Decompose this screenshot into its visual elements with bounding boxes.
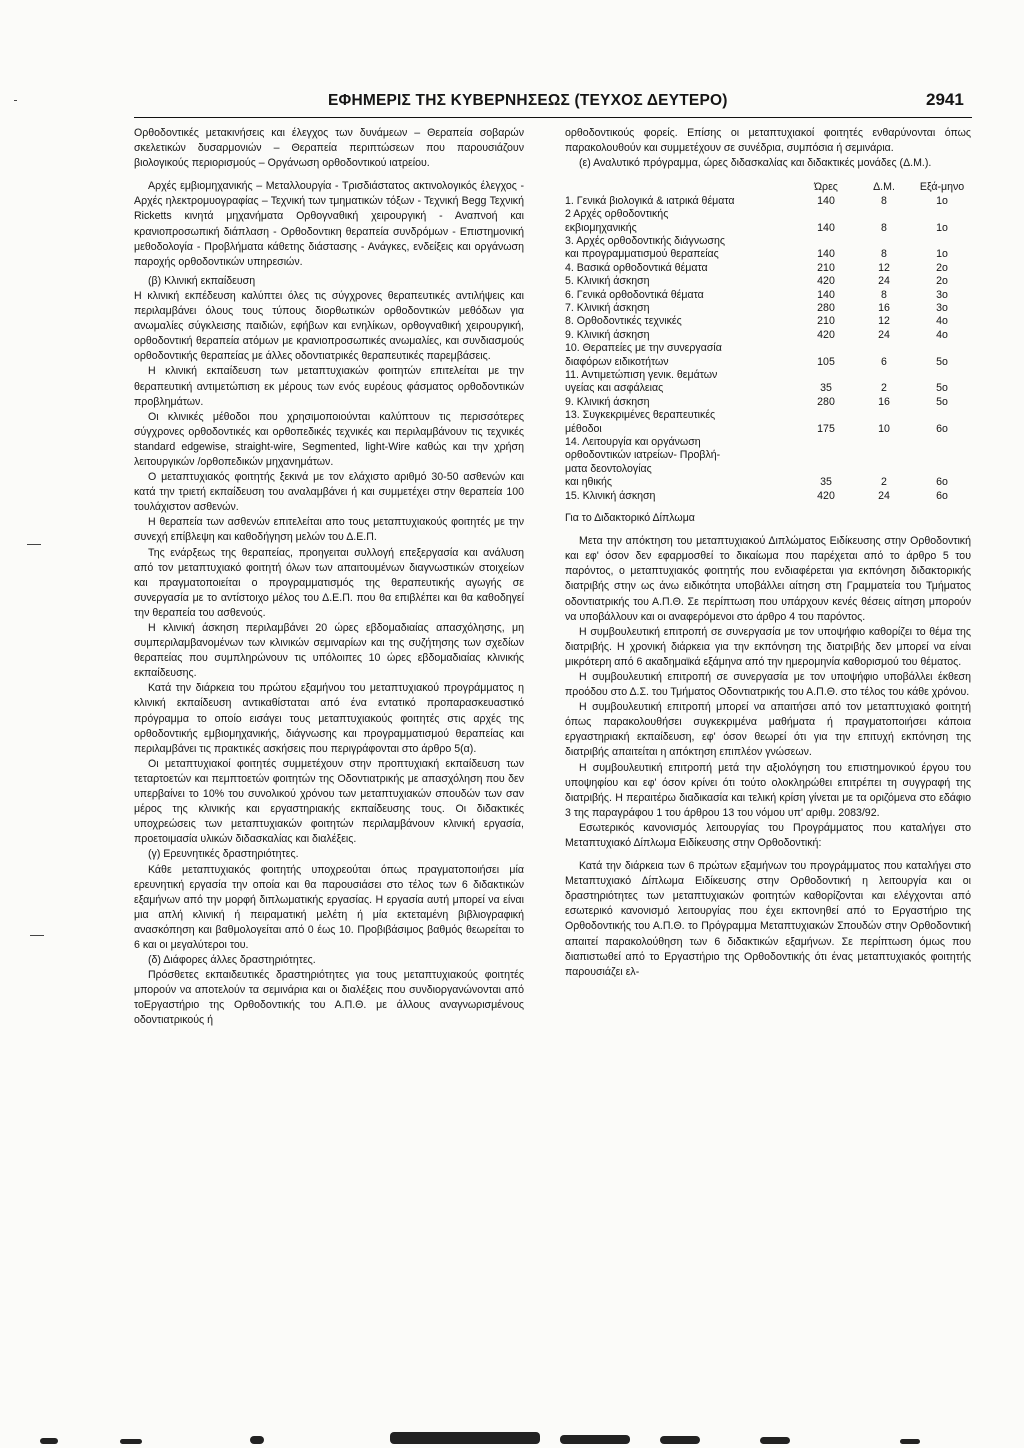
course-hours: 210 — [817, 315, 835, 328]
course-title — [565, 436, 797, 490]
paragraph: Ορθοδοντικές μετακινήσεις και έλεγχος των δυνάμεων – Θεραπεία σοβαρών σκελετικών δυσαρμονιών – Θεραπεία περιπτώσεων που παρουσιάζουν βιολογικούς περιορισμούς – Οργάνωση ορθοδοντικού ιατρείου. — [134, 127, 524, 170]
course-semester: 1o — [936, 248, 948, 261]
course-title-line: 14. Λειτουργία και οργάνωση — [565, 436, 701, 448]
course-units: 8 — [881, 288, 887, 301]
course-title-line: 15. Κλινική άσκηση — [565, 489, 656, 502]
course-hours: 280 — [817, 395, 835, 408]
course-title-line: 3. Αρχές ορθοδοντικής διάγνωσης — [565, 234, 725, 247]
course-title-line: 1. Γενικά βιολογικά & ιατρικά θέματα — [565, 194, 735, 207]
table-row — [565, 289, 971, 302]
course-units: 24 — [878, 328, 890, 341]
paragraph: (β) Κλινική εκπαίδευση — [148, 274, 256, 287]
course-semester: 5o — [936, 355, 948, 368]
paragraph: Της ενάρξεως της θεραπείας, προηγειται συλλογή επεξεργασία και ανάλυση από τον μεταπτυχιακό φοιτητή όλων των απαιτουμένων διαγνωστικών στοιχείων και πραγματοποιείται ο προγραμματισμός της θεραπευτικής αγωγής σε συνεργασία με το αντίστοιχο μέλος του Δ.Ε.Π. που θα επιβλέπει και θα καθοδηγεί την θεραπεία του ασθενούς. — [134, 546, 524, 619]
course-title — [565, 329, 797, 342]
table-row — [565, 262, 971, 275]
course-units: 2 — [881, 382, 887, 395]
table-row — [565, 369, 971, 396]
syllabus-table — [565, 181, 971, 503]
paragraph: Η κλινική εκπέδευση καλύπτει όλες τις σύγχρονες θεραπευτικές αντιλήψεις και περιλαμβάνει όλους τους τύπους διορθωτικών ορθοδοντικών μεθόδων για ανωμαλίες σύγκλεισης παιδιών, εφήβων και ενηλίκων, ορθογναθική χειρουργική, ορθοδοντική θεραπεία ατόμων με κρανιοπροσωπικές ανωμαλίες, και συνδιασμούς ορθοδοντικής θεραπείας με άλλες οδοντιατρικές θεραπευτικές παρεμβάσεις. — [134, 289, 524, 363]
scan-smudge — [390, 1432, 540, 1444]
course-title — [565, 195, 797, 208]
paragraph: (δ) Διάφορες άλλες δραστηριότητες. — [148, 954, 316, 967]
course-title-line: 4. Βασικά ορθοδοντικά θέματα — [565, 261, 708, 274]
margin-mark — [14, 100, 17, 101]
paragraph: Ο μεταπτυχιακός φοιτητής ξεκινά με τον ελάχιστο αριθμό 30-50 ασθενών και κατά την τριετή εκπαίδευση του αναλαμβάνει ή και συμμετέχει στην θεραπεία 100 τουλάχιστον ασθενών. — [134, 471, 524, 514]
course-hours: 280 — [817, 301, 835, 314]
course-units: 24 — [878, 275, 890, 288]
course-title — [565, 275, 797, 288]
scan-smudge — [560, 1435, 630, 1444]
course-title — [565, 315, 797, 328]
table-row — [565, 275, 971, 288]
course-title-line: υγείας και ασφάλειας — [565, 382, 664, 395]
course-title-line: μέθοδοι — [565, 422, 602, 435]
course-units: 8 — [881, 221, 887, 234]
paragraph: Οι μεταπτυχιακοί φοιτητές συμμετέχουν στην προπτυχιακή εκπαίδευση των τεταρτοετών και πεμπτοετών φοιτητών της Οδοντιατρικής με απασχόληση που δεν υπερβαίνει το 10% του συνολικού χρόνου των μεταπτυχιακών σπουδών των σαν μέρος της κλινικής και εργαστηριακής εκπαίδευσης τους. Οι διδακτικές υποχρεώσεις των μεταπτυχιακών φοιτητών περιλαμβάνουν κλινική εργασία, προετοιμασία υλικών διδασκαλίας και διαλέξεις. — [134, 757, 524, 846]
paragraph: Οι κλινικές μέθοδοι που χρησιμοποιούνται καλύπτουν τις περισσότερες σύγχρονες ορθοδοντικές και ορθοπεδικές τεχνικές και περιλαμβάνουν τις τεχνικές standard edgewise, straight-wire, Segmented, light-Wire καθώς και την χρήση λειτουργικών /ορθοπεδικών μηχανημάτων. — [134, 410, 524, 468]
course-units: 16 — [878, 301, 890, 314]
course-hours: 140 — [817, 288, 835, 301]
course-hours: 35 — [820, 382, 832, 395]
course-title-line: 7. Κλινική άσκηση — [565, 301, 650, 314]
course-units: 12 — [878, 315, 890, 328]
course-semester: 1o — [936, 221, 948, 234]
course-title — [565, 208, 797, 235]
table-row — [565, 195, 971, 208]
scan-smudge — [250, 1436, 264, 1444]
table-row — [565, 490, 971, 503]
course-units: 8 — [881, 194, 887, 207]
table-row — [565, 396, 971, 409]
paragraph: Κάθε μεταπτυχιακός φοιτητής υποχρεούται όπως πραγματοποιήσει μία ερευνητική εργασία την οποία και θα παρουσιάσει στο τέλος των 6 διδακτικών εξαμήνων από την μορφή διπλωματικής εργασίας. Η εργασία αυτή μπορεί να είναι μια απλή κλινική ή πειραματική μελέτη ή μία εκτεταμένη βιβλιογραφική ανασκόπηση και βαθμολογείται από 0 έως 10. Προβιβάσιμος βαθμός θεωρείται το 6 και οι μεγαλύτεροι του. — [134, 863, 524, 951]
scan-smudge — [120, 1439, 142, 1444]
course-title-line: 11. Αντιμετώπιση γενικ. θεμάτων — [565, 368, 718, 381]
table-row — [565, 302, 971, 315]
course-title-line: και ηθικής — [565, 476, 613, 489]
course-hours: 175 — [817, 422, 835, 435]
scan-smudge — [660, 1436, 700, 1444]
course-title-line: 9. Κλινική άσκηση — [565, 395, 650, 408]
course-semester: 6o — [936, 422, 948, 435]
paragraph: ορθοδοντικούς φορείς. Επίσης οι μεταπτυχιακοί φοιτητές ενθαρύνονται όπως παρακολουθούν και συμμετέχουν σε συνέδρια, συμπόσια ή σεμινάρια. — [565, 127, 971, 155]
course-title — [565, 369, 797, 396]
course-units: 24 — [878, 489, 890, 502]
course-semester: 2o — [936, 261, 948, 274]
course-title-line: εκβιομηχανικής — [565, 221, 637, 234]
course-title-line: ματα δεοντολογίας — [565, 462, 652, 475]
course-semester: 3o — [936, 301, 948, 314]
course-title — [565, 342, 797, 369]
course-semester: 3o — [936, 288, 948, 301]
course-title — [565, 490, 797, 503]
course-title-line: 5. Κλινική άσκηση — [565, 275, 650, 288]
course-title-line: ορθοδοντικών ιατρείων- Προβλή- — [565, 449, 721, 462]
paragraph: Η συμβουλευτική επιτροπή σε συνεργασία με τον υποψήφιο καθορίζει το θέμα της διατριβής. Η χρονική διάρκεια για την εκπόνηση της διατριβής δεν μπορεί να είναι μικρότερη από 6 ακαδημαϊκά εξάμηνα από την ημερομηνία καθορισμού του θέματος. — [565, 625, 971, 668]
course-hours: 105 — [817, 355, 835, 368]
course-title-line: 10. Θεραπείες με την συνεργασία — [565, 342, 722, 355]
course-title-line: 6. Γενικά ορθοδοντικά θέματα — [565, 288, 704, 301]
course-units: 6 — [881, 355, 887, 368]
paragraph: Αρχές εμβιομηχανικής – Μεταλλουργία - Τρισδιάστατος ακτινολογικός έλεγχος - Αρχές ηλεκτρομυογραφίας – Τεχνική των τμηματικών τόξων - Τεχνική Begg Τεχνική Ricketts κινητά μηχανήματα Ορθογναθική χειρουργική - Αναπνοή και κρανιοπροσωπική διάπλαση - Ορθοδοντικη θεραπεία συνδρόμων - Επιστημονική μεθοδολογία - Προβλήματα κάθετης διάστασης - Ανάγκες, ενδείξεις και οργάνωση παροχής ορθοδοντικών υπηρεσιών. — [134, 180, 524, 268]
course-units: 10 — [878, 422, 890, 435]
course-title-line: 9. Κλινική άσκηση — [565, 328, 650, 341]
right-column-intro — [565, 126, 971, 171]
page-number: 2941 — [926, 90, 964, 109]
right-column — [565, 126, 971, 980]
paragraph: Εσωτερικός κανονισμός λειτουργίας του Προγράμματος που καταλήγει στο Μεταπτυχιακό Δίπλωμα Ειδίκευσης στην Ορθοδοντική: — [565, 821, 971, 849]
right-column-main — [565, 511, 971, 980]
table-header-semester: Εξά-μηνο — [919, 181, 965, 194]
course-semester: 1o — [936, 194, 948, 207]
scan-smudge — [900, 1439, 920, 1444]
scan-smudge — [760, 1437, 790, 1444]
course-hours: 35 — [820, 476, 832, 489]
table-row — [565, 315, 971, 328]
paragraph: (ε) Αναλυτικό πρόγραμμα, ώρες διδασκαλίας και διδακτικές μονάδες (Δ.Μ.). — [579, 157, 932, 170]
margin-mark — [30, 935, 44, 936]
paragraph: Για το Διδακτορικό Δίπλωμα — [565, 512, 695, 525]
left-column — [134, 126, 524, 1029]
course-semester: 4o — [936, 328, 948, 341]
course-title-line: διαφόρων ειδικοτήτων — [565, 355, 669, 368]
course-units: 2 — [881, 476, 887, 489]
syllabus-table-body — [565, 195, 971, 503]
paragraph: Η συμβουλευτική επιτροπή σε συνεργασία με τον υποψήφιο υποβάλλει έκθεση προόδου στο Δ.Σ. του Τμήματος Οδοντιατρικής του Α.Π.Θ. στο τέλος του κάθε χρόνου. — [565, 670, 971, 699]
table-header-hours: Ώρες — [814, 181, 838, 194]
course-hours: 420 — [817, 489, 835, 502]
course-hours: 420 — [817, 328, 835, 341]
table-row — [565, 342, 971, 369]
paragraph: Κατά την διάρκεια των 6 πρώτων εξαμήνων του προγράμματος που καταλήγει στο Μεταπτυχιακό Δίπλωμα Ειδίκευσης στην Ορθοδοντική η λειτουργία και οι δραστηριότητες των μεταπτυχιακών φοιτητών καθορίζονται και ελέγχονται από εσωτερικό κανονισμό λειτουργίας που έχει εκπονηθεί από το Εργαστήριο της Ορθοδοντικής του Α.Π.Θ. το Πρόγραμμα Μεταπτυχιακών Σπουδών στην Ορθοδοντική απαιτεί παρακολούθηση των 6 διδακτικών εξαμήνων. Σε περίπτωση όμως που διαπιστωθεί από το Εργαστήριο της Ορθοδοντικής ότι ένας μεταπτυχιακός φοιτητής παρουσιάζει ελ- — [565, 860, 971, 978]
course-semester: 2o — [936, 275, 948, 288]
course-units: 12 — [878, 261, 890, 274]
table-row — [565, 208, 971, 235]
gazette-title: ΕΦΗΜΕΡΙΣ ΤΗΣ ΚΥΒΕΡΝΗΣΕΩΣ (ΤΕΥΧΟΣ ΔΕΥΤΕΡΟ) — [328, 92, 728, 109]
course-semester: 5o — [936, 382, 948, 395]
scan-edge — [0, 1430, 1024, 1448]
course-hours: 210 — [817, 261, 835, 274]
course-title-line: 8. Ορθοδοντικές τεχνικές — [565, 315, 682, 328]
table-header-subject — [565, 181, 797, 194]
table-row — [565, 409, 971, 436]
course-title-line: και προγραμματισμού θεραπείας — [565, 248, 719, 261]
course-title-line: 13. Συγκεκριμένες θεραπευτικές — [565, 409, 716, 422]
course-title-line: 2 Αρχές ορθοδοντικής — [565, 208, 669, 221]
header-rule — [134, 117, 972, 118]
paragraph: Μετα την απόκτηση του μεταπτυχιακού Διπλώματος Ειδίκευσης στην Ορθοδοντική και εφ' όσον δεν εφαρμοσθεί το δικαίωμα που παρέχεται από το άρθρο 5 του παρόντος, ο μεταπτυχιακός φοιτητής που ενδιαφέρεται για εκπόνηση διδακτορικής διατριβής στην ως άνω ειδικότητα υποβάλλει αίτηση στη Γραμματεία του Τμήματος οδοντιατρικής του Α.Π.Θ. Σε περίπτωση που υπάρχουν κενές θέσεις αίτηση μπορούν να υποβάλλουν και οι αναφερόμενοι στο άρθρο 4 του παρόντος. — [565, 535, 971, 623]
paragraph: Η θεραπεία των ασθενών επιτελείται απο τους μεταπτυχιακούς φοιτητές με την συνεχή επίβλεψη και καθοδήγηση μελών του Δ.Ε.Π. — [134, 516, 524, 544]
table-row — [565, 235, 971, 262]
course-title — [565, 262, 797, 275]
course-title — [565, 289, 797, 302]
course-semester: 4o — [936, 315, 948, 328]
paragraph: (γ) Ερευνητικές δραστηριότητες. — [148, 848, 299, 861]
paragraph: Η κλινική εκπαίδευση των μεταπτυχιακών φοιτητών επιτελείται με την θεραπευτική αντιμετώπιση εκ μέρους των ενός ευρέους φάσματος ορθοδοντικών προβλημάτων. — [134, 365, 524, 408]
course-hours: 140 — [817, 248, 835, 261]
course-units: 8 — [881, 248, 887, 261]
table-header-units: Δ.Μ. — [873, 181, 895, 194]
margin-mark — [27, 544, 41, 545]
syllabus-table-header — [565, 181, 971, 194]
course-title — [565, 302, 797, 315]
course-semester: 5o — [936, 395, 948, 408]
course-hours: 140 — [817, 194, 835, 207]
table-row — [565, 329, 971, 342]
course-semester: 6o — [936, 476, 948, 489]
paragraph: Κατά την διάρκεια του πρώτου εξαμήνου του μεταπτυχιακού προγράμματος η κλινική εκπαίδευση αντικαθίσταται από ένα εντατικό προπαρασκευαστικό πρόγραμμα το οποίο εισάγει τους μεταπτυχιακούς φοιτητές στις αρχές της ορθοδοντικής εμβιομηχανικής, διάγνωσης και προγραμματισμού θεραπείας και περιλαμβάνει τις πρακτικές ασκήσεις που περιγράφονται στο άρθρο 5(α). — [134, 682, 524, 755]
course-units: 16 — [878, 395, 890, 408]
course-title — [565, 396, 797, 409]
course-title — [565, 409, 797, 436]
table-row — [565, 436, 971, 490]
course-hours: 420 — [817, 275, 835, 288]
course-semester: 6o — [936, 489, 948, 502]
course-hours: 140 — [817, 221, 835, 234]
paragraph: Πρόσθετες εκπαιδευτικές δραστηριότητες για τους μεταπτυχιακούς φοιτητές μπορούν να αποτελούν τα σεμινάρια και οι διαλέξεις που συνδιοργανώνονται από τοΕργαστήριο της Ορθοδοντικής του Α.Π.Θ. με άλλους αναγνωρισμένους οδοντιατρικούς ή — [134, 969, 524, 1027]
paragraph: Η συμβουλευτική επιτροπή μπορεί να απαιτήσει από τον μεταπτυχιακό φοιτητή όπως παρακολουθήσει συγκεκριμένα μαθήματα ή πραγματοποιήσει κάποια εργαστηριακή εκπαίδευση, εφ' όσον θεωρεί ότι για την επιτυχή εκπόνηση της διατριβής απαιτείται η απόκτηση επιπλέον γνώσεων. — [565, 701, 971, 759]
paragraph: Η κλινική άσκηση περιλαμβάνει 20 ώρες εβδομαδιαίας απασχόλησης, μη συμπεριλαμβανομένων των κλινικών σεμιναρίων και της συζήτησης των σχεδίων θεραπείας που συμπληρώνουν τις υπόλοιπες 10 ώρες εβδομαδιαίας κλινικής εκπαίδευσης. — [134, 622, 524, 680]
scan-smudge — [40, 1438, 58, 1444]
course-title — [565, 235, 797, 262]
paragraph: Η συμβουλευτική επιτροπή μετά την αξιολόγηση του επιστημονικού έργου του υποψηφίου και εφ' όσον κρίνει ότι τούτο ολοκληρώθει επιτρέπει τη συγγραφή της διατριβής. Η περαιτέρω διαδικασία και τελική κρίση γίνεται με τα οριζόμενα στο εδάφιο 3 της παραγράφου 1 του άρθρου 13 του νόμου υπ' αριθμ. 2083/92. — [565, 761, 971, 819]
